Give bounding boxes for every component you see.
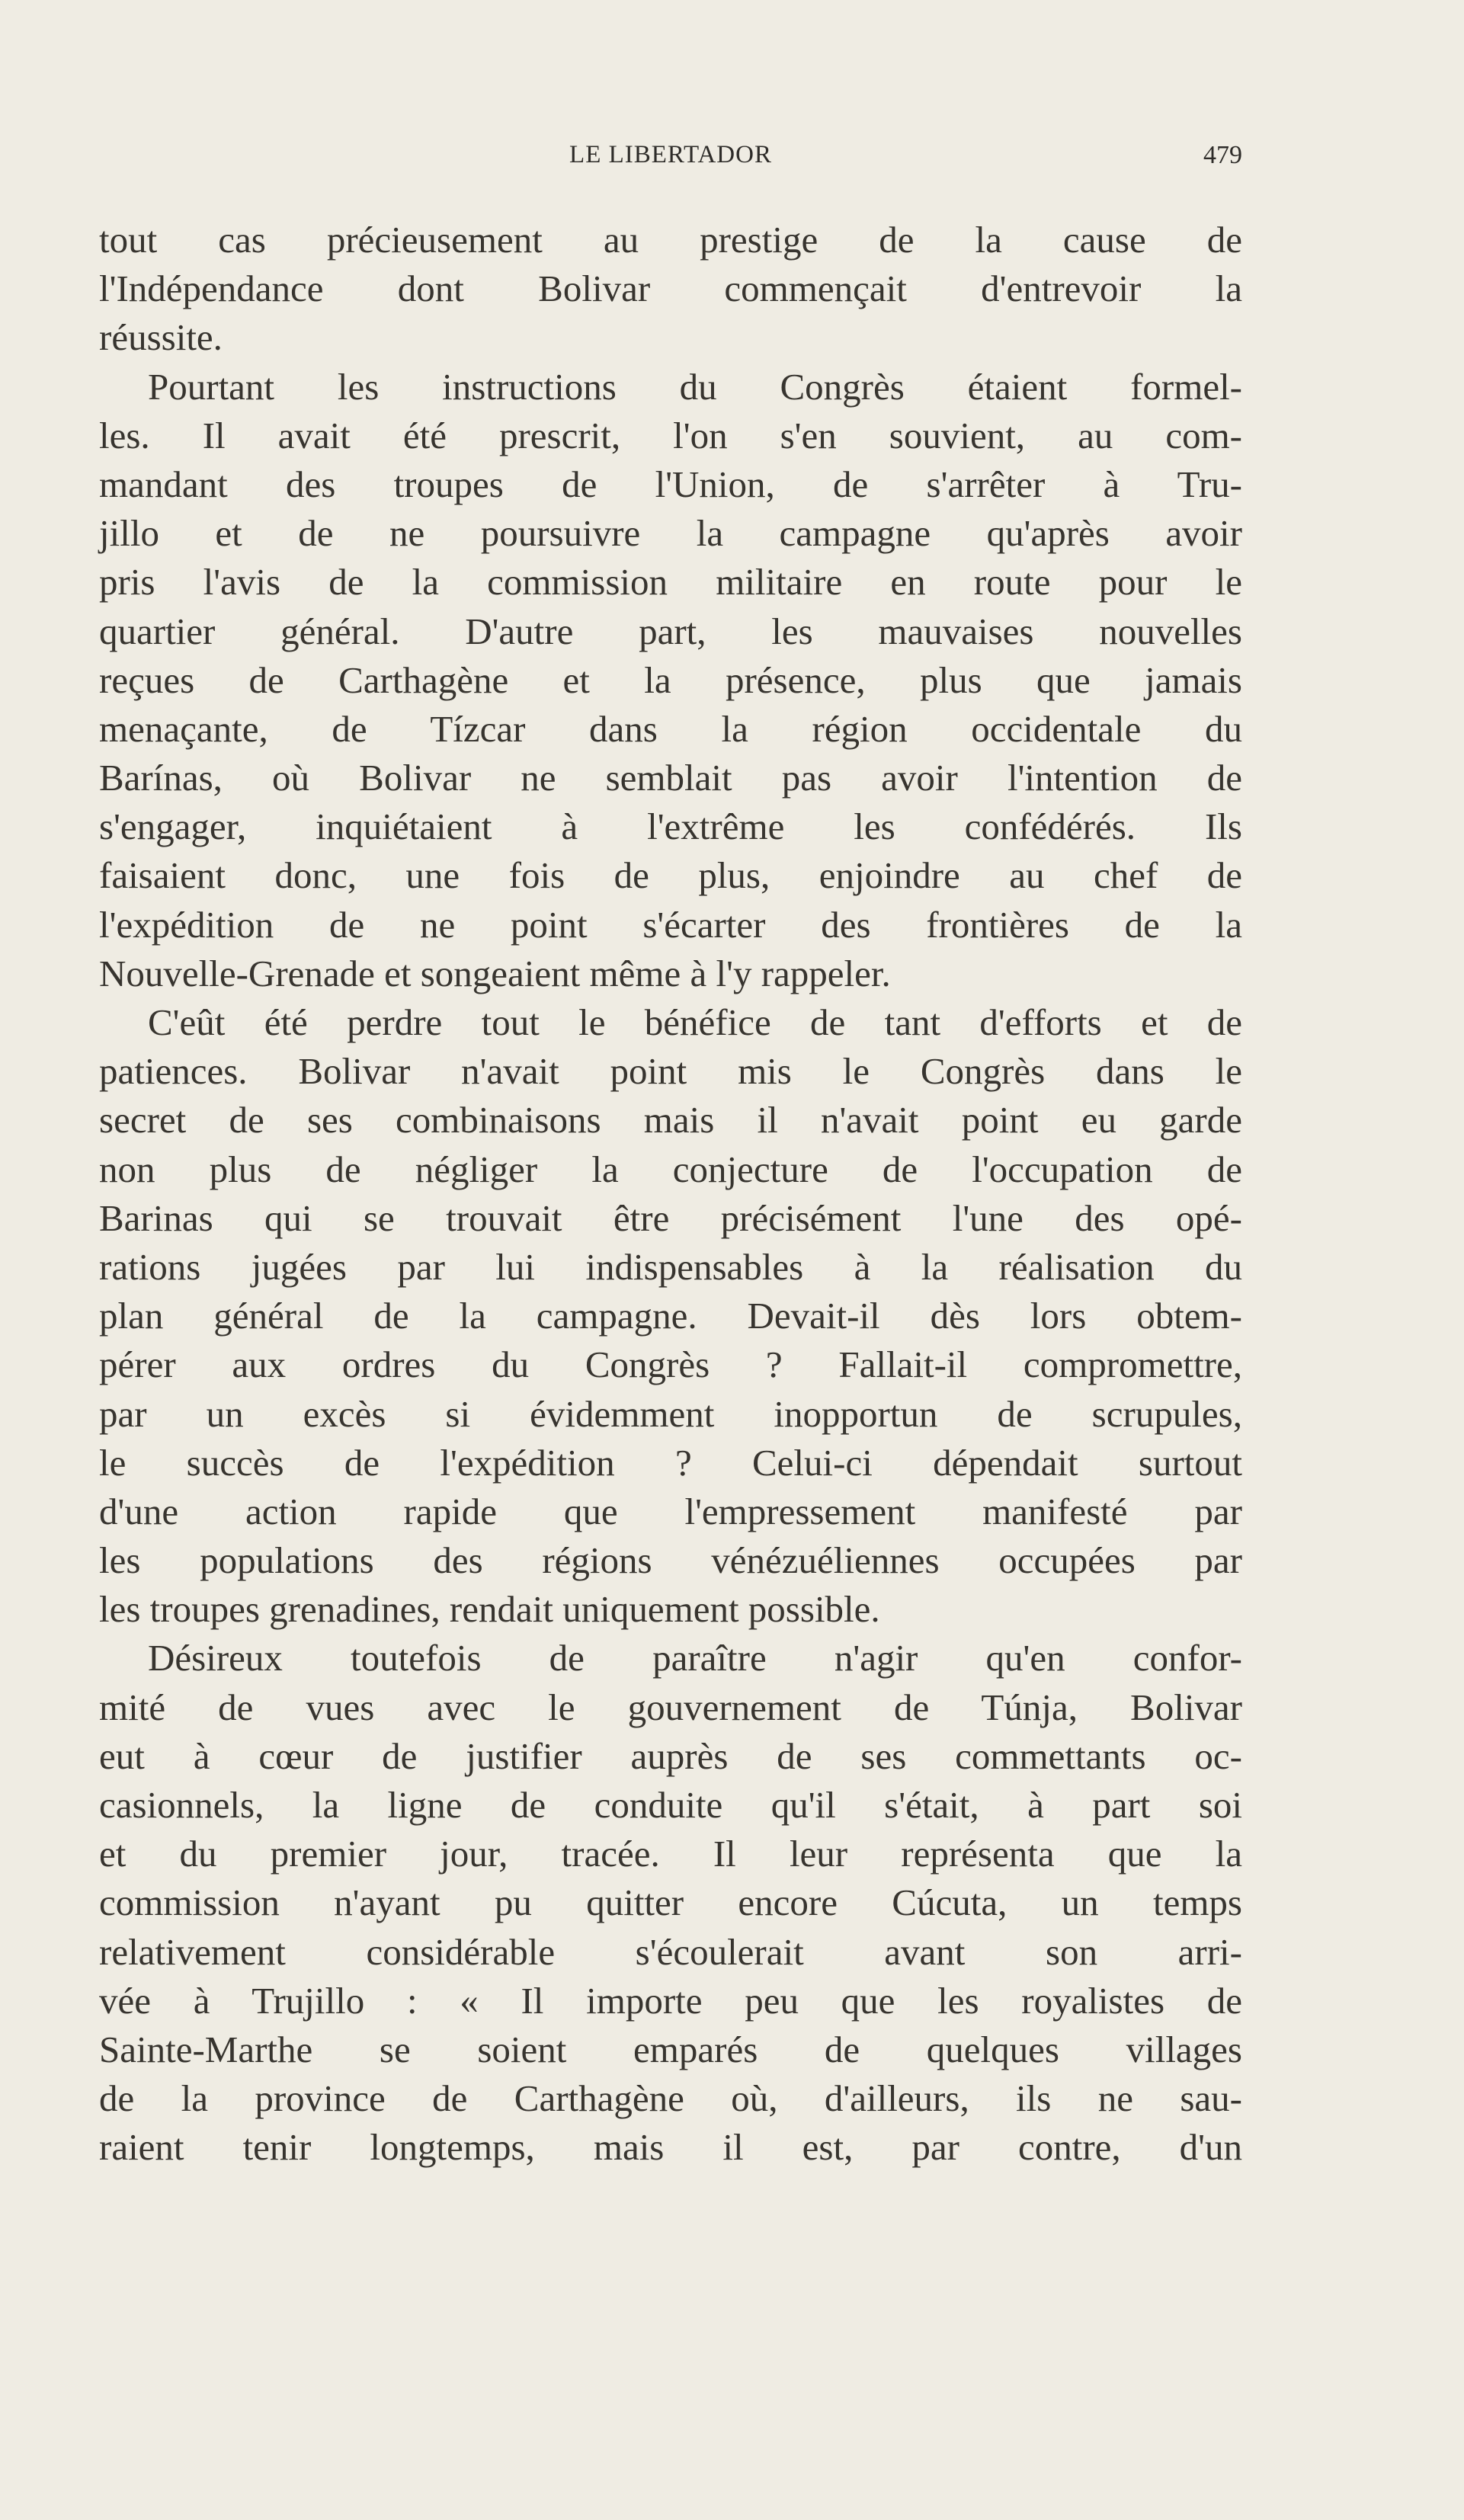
text-line: mandant des troupes de l'Union, de s'arrêter à Tru- (99, 463, 1242, 505)
text-line: les populations des régions vénézuéliennes occupées par (99, 1539, 1242, 1582)
text-line: Désireux toutefois de paraître n'agir qu'en confor- (148, 1637, 1242, 1679)
text-line: Nouvelle-Grenade et songeaient même à l'y rappeler. (99, 952, 891, 994)
text-line: Barinas qui se trouvait être précisément l'une des opé- (99, 1196, 1242, 1239)
text-line: relativement considérable s'écoulerait avant son arri- (99, 1930, 1242, 1973)
text-line: d'une action rapide que l'empressement manifesté par (99, 1490, 1242, 1532)
text-line: pris l'avis de la commission militaire en route pour le (99, 561, 1242, 604)
text-line: pérer aux ordres du Congrès ? Fallait-il compromettre, (99, 1343, 1242, 1386)
text-line: jillo et de ne poursuivre la campagne qu'après avoir (99, 512, 1242, 555)
text-line: non plus de négliger la conjecture de l'occupation de (99, 1148, 1242, 1190)
text-line: mité de vues avec le gouvernement de Túnja, Bolivar (99, 1686, 1242, 1728)
text-line: raient tenir longtemps, mais il est, par contre, d'un (99, 2126, 1242, 2169)
running-head (99, 141, 1242, 179)
text-line: s'engager, inquiétaient à l'extrême les confédérés. Ils (99, 805, 1242, 848)
text-line: les troupes grenadines, rendait uniquement possible. (99, 1588, 880, 1631)
text-line: reçues de Carthagène et la présence, plus que jamais (99, 658, 1242, 701)
page-number: 479 (1203, 141, 1242, 169)
text-line: le succès de l'expédition ? Celui-ci dépendait surtout (99, 1441, 1242, 1484)
text-line: les. Il avait été prescrit, l'on s'en souvient, au com- (99, 414, 1242, 456)
text-line: secret de ses combinaisons mais il n'avait point eu garde (99, 1099, 1242, 1142)
text-line: Barínas, où Bolivar ne semblait pas avoir l'intention de (99, 757, 1242, 799)
text-line: réussite. (99, 316, 223, 359)
body-text (99, 216, 1242, 2173)
text-line: faisaient donc, une fois de plus, enjoindre au chef de (99, 854, 1242, 897)
text-line: l'Indépendance dont Bolivar commençait d'entrevoir la (99, 267, 1242, 310)
text-line: menaçante, de Tízcar dans la région occidentale du (99, 707, 1242, 750)
text-line: de la province de Carthagène où, d'ailleurs, ils ne sau- (99, 2077, 1242, 2120)
text-line: tout cas précieusement au prestige de la cause de (99, 219, 1242, 261)
text-line: patiences. Bolivar n'avait point mis le Congrès dans le (99, 1050, 1242, 1093)
text-line: rations jugées par lui indispensables à la réalisation du (99, 1245, 1242, 1288)
text-line: casionnels, la ligne de conduite qu'il s'était, à part soi (99, 1784, 1242, 1826)
text-line: Sainte-Marthe se soient emparés de quelques villages (99, 2028, 1242, 2070)
text-line: vée à Trujillo : « Il importe peu que les royalistes de (99, 1979, 1242, 2022)
text-line: quartier général. D'autre part, les mauvaises nouvelles (99, 610, 1242, 652)
text-line: et du premier jour, tracée. Il leur représenta que la (99, 1833, 1242, 1875)
running-title: LE LIBERTADOR (569, 141, 772, 168)
text-line: plan général de la campagne. Devait-il dès lors obtem- (99, 1295, 1242, 1337)
text-line: par un excès si évidemment inopportun de scrupules, (99, 1392, 1242, 1435)
text-line: eut à cœur de justifier auprès de ses commettants oc- (99, 1734, 1242, 1777)
text-line: commission n'ayant pu quitter encore Cúcuta, un temps (99, 1881, 1242, 1924)
text-line: C'eût été perdre tout le bénéfice de tant d'efforts et de (148, 1001, 1242, 1043)
text-line: Pourtant les instructions du Congrès étaient formel- (148, 365, 1242, 408)
text-line: l'expédition de ne point s'écarter des frontières de la (99, 903, 1242, 946)
